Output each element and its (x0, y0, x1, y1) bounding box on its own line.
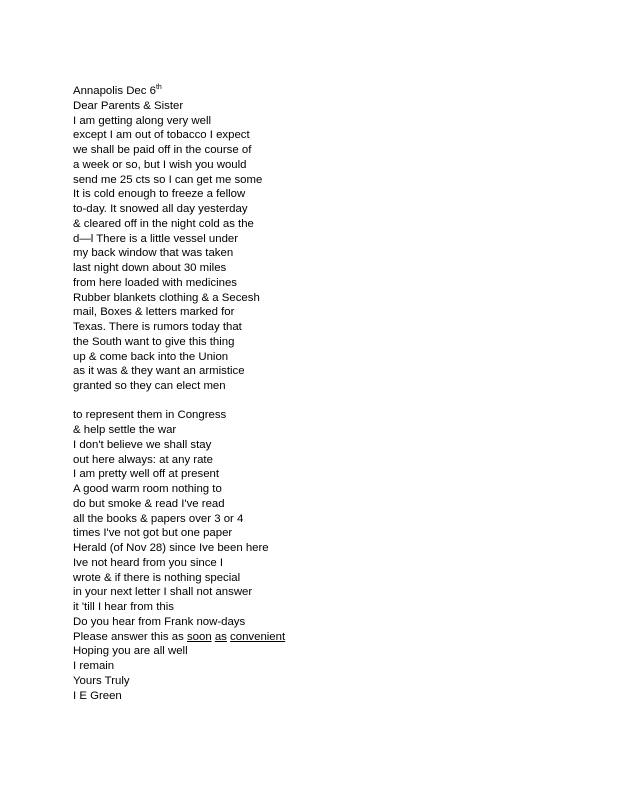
closing-line: Yours Truly (73, 674, 130, 687)
letter-line: Ive not heard from you since I (73, 556, 224, 569)
salutation: Dear Parents & Sister (73, 99, 184, 112)
letter-line: Do you hear from Frank now-days (73, 615, 246, 628)
letter-line: send me 25 cts so I can get me some (73, 173, 263, 186)
letter-line: I am pretty well off at present (73, 468, 220, 481)
underlined-word-soon: soon (186, 630, 212, 643)
letter-line: as it was & they want an armistice (73, 365, 245, 378)
letter-line: times I've not got but one paper (73, 527, 233, 540)
letter-transcription (73, 84, 493, 703)
letter-line: I don't believe we shall stay (73, 438, 212, 451)
letter-line: Herald (of Nov 28) since Ive been here (73, 542, 269, 554)
letter-line: to-day. It snowed all day yesterday (73, 203, 248, 215)
letter-line: to represent them in Congress (73, 409, 227, 422)
letter-line: wrote & if there is nothing special (73, 571, 241, 584)
letter-line: out here always: at any rate (73, 453, 213, 466)
underlined-word-as: as (214, 630, 227, 643)
letter-line: a week or so, but I wish you would (73, 158, 247, 171)
underlined-word-convenient: convenient (230, 630, 286, 643)
letter-line: granted so they can elect men (73, 380, 226, 392)
request-line (73, 630, 493, 645)
letter-body-part-2 (73, 408, 493, 629)
paragraph-gap (73, 394, 493, 409)
letter-line: Rubber blankets clothing & a Secesh (73, 291, 260, 304)
closing-line: I E Green (73, 689, 122, 702)
letter-line: I am getting along very well (73, 114, 212, 127)
letter-line: the South want to give this thing (73, 335, 235, 348)
closing-line: I remain (73, 660, 115, 672)
letter-body-part-1 (73, 114, 493, 394)
letter-line: do but smoke & read I've read (73, 497, 225, 510)
letter-line: It is cold enough to freeze a fellow (73, 188, 246, 201)
letter-line: mail, Boxes & letters marked for (73, 306, 235, 319)
letter-closing (73, 644, 493, 703)
letter-line: my back window that was taken (73, 247, 234, 260)
request-prefix: Please answer this as (73, 630, 187, 643)
letter-line: last night down about 30 miles (73, 262, 227, 274)
place-date: Annapolis Dec 6 (73, 85, 156, 97)
letter-line: we shall be paid off in the course of (73, 144, 252, 156)
closing-line: Hoping you are all well (73, 645, 188, 658)
letter-line: from here loaded with medicines (73, 276, 237, 289)
letter-heading (73, 84, 493, 99)
letter-line: except I am out of tobacco I expect (73, 129, 250, 142)
letter-line: & cleared off in the night cold as the (73, 217, 254, 230)
letter-line: & help settle the war (73, 424, 177, 436)
letter-line: it 'till I hear from this (73, 601, 174, 613)
letter-line: d—l There is a little vessel under (73, 232, 239, 245)
letter-line: in your next letter I shall not answer (73, 586, 253, 599)
date-superscript: th (155, 84, 162, 91)
letter-line: A good warm room nothing to (73, 483, 222, 495)
letter-line: up & come back into the Union (73, 350, 229, 363)
letter-line: Texas. There is rumors today that (73, 321, 242, 333)
letter-line: all the books & papers over 3 or 4 (73, 512, 244, 525)
